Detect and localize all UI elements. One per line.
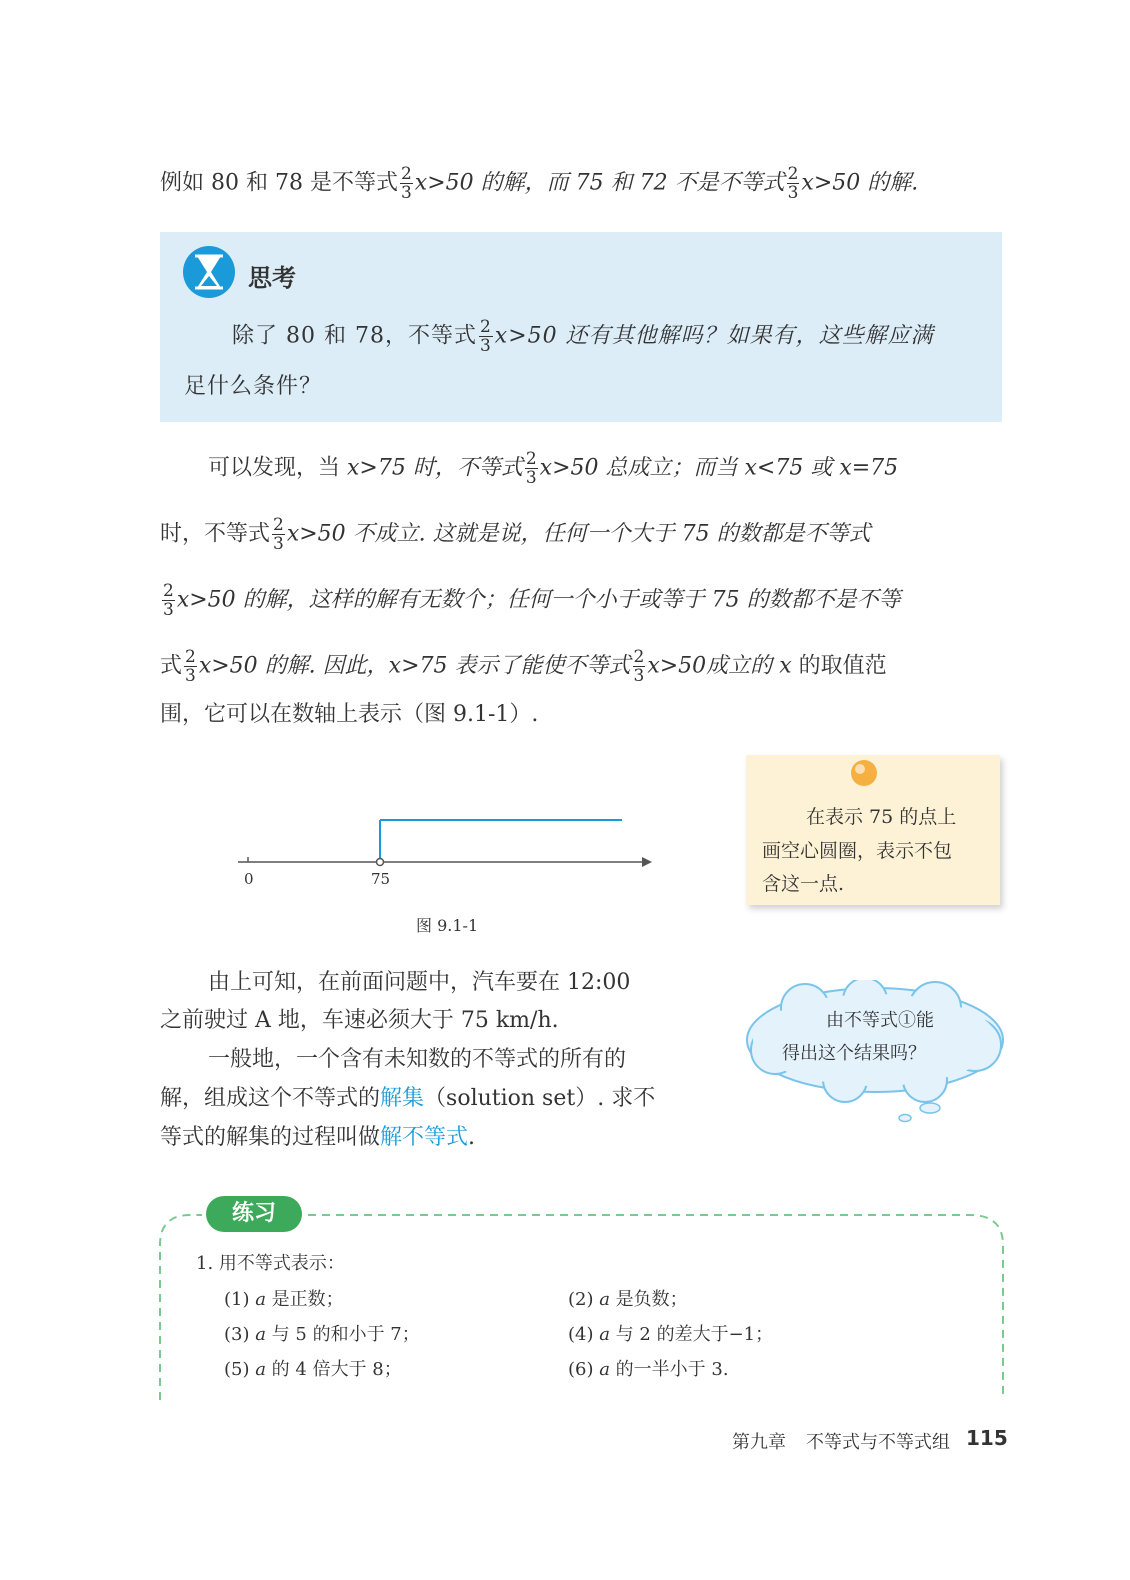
cloud-line-1: 由不等式①能 [826,1010,934,1031]
para1-line-3: $\frac{2}{3}$ x>50 的解，这样的解有无数个；任何一个小于或等于 75 的数都不是不等 [163,581,901,620]
practice-item-1: (1) a 是正数； [224,1289,344,1310]
para1-line-2: 时，不等式 $\frac{2}{3}$ x>50 不成立. 这就是说，任何一个大于 75 的数都是不等式 [160,515,871,554]
fraction: $\frac{2}{3}$ [185,647,196,686]
note-line-1: 在表示 75 的点上 [806,806,957,828]
para2-line-5: 等式的解集的过程叫做解不等式. [160,1125,476,1150]
label-0: 0 [244,870,254,888]
number-line-arrow [642,857,652,867]
fraction: $\frac{2}{3}$ [787,164,799,203]
keyword-solution-set: 解集 [380,1086,425,1111]
note-line-2: 画空心圆圈，表示不包 [762,840,953,862]
fraction: $\frac{2}{3}$ [479,317,492,356]
intro-text-b: x>50 的解，而 75 和 72 不是不等式 [414,170,785,196]
fraction: $\frac{2}{3}$ [163,581,174,620]
think-line-1: 除了 80 和 78，不等式 $\frac{2}{3}$ x>50 还有其他解吗？如果有，这些解应满 [232,317,934,356]
think-title: 思考 [248,264,296,292]
footer-chapter: 第九章 [732,1432,786,1453]
para2-line-2: 之前驶过 A 地，车速必须大于 75 km/h. [160,1008,559,1033]
note-line-3: 含这一点. [762,873,845,895]
hourglass-icon [181,244,237,300]
think-line-2: 足什么条件？ [184,374,323,399]
para1-line-1: 可以发现，当 x>75 时，不等式 $\frac{2}{3}$ x>50 总成立；而当 x<75 或 x=75 [208,449,899,488]
intro-line [160,165,918,202]
fraction: $\frac{2}{3}$ [273,515,284,554]
practice-item-2: (2) a 是负数； [568,1289,688,1310]
para2-line-4: 解，组成这个不等式的解集（solution set）. 求不 [160,1086,656,1111]
fraction: $\frac{2}{3}$ [633,647,645,686]
open-circle-75 [377,859,384,866]
footer-title: 不等式与不等式组 [806,1432,950,1453]
label-75: 75 [371,870,391,888]
practice-label: 练习 [206,1196,302,1232]
cloud-line-2: 得出这个结果吗？ [782,1043,926,1064]
pin-icon [846,755,882,791]
para2-line-1: 由上可知，在前面问题中，汽车要在 12:00 [208,970,631,995]
para1-line-4: 式 $\frac{2}{3}$ x>50 的解. 因此，x>75 表示了能使不等式 $\frac{2}{3}$ x>50成立的 x 的取值范 [160,647,887,686]
practice-question-1: 1. 用不等式表示： [196,1253,345,1274]
practice-item-4: (4) a 与 2 的差大于−1； [568,1324,774,1345]
intro-text-c: x>50 的解. [801,170,919,196]
figure-caption: 图 9.1-1 [416,916,479,935]
number-line-figure [230,805,670,895]
intro-text-a: 例如 80 和 78 是不等式 [160,170,398,196]
para2-line-3: 一般地，一个含有未知数的不等式的所有的 [208,1047,627,1072]
practice-item-3: (3) a 与 5 的和小于 7； [224,1324,420,1345]
practice-item-6: (6) a 的一半小于 3. [568,1359,729,1380]
practice-item-5: (5) a 的 4 倍大于 8； [224,1359,402,1380]
keyword-solve-inequality: 解不等式 [380,1125,469,1150]
fraction: $\frac{2}{3}$ [525,449,537,488]
page-number: 115 [966,1426,1008,1450]
fraction: $\frac{2}{3}$ [400,164,412,203]
para1-line-5: 围，它可以在数轴上表示（图 9.1-1）. [160,702,539,727]
